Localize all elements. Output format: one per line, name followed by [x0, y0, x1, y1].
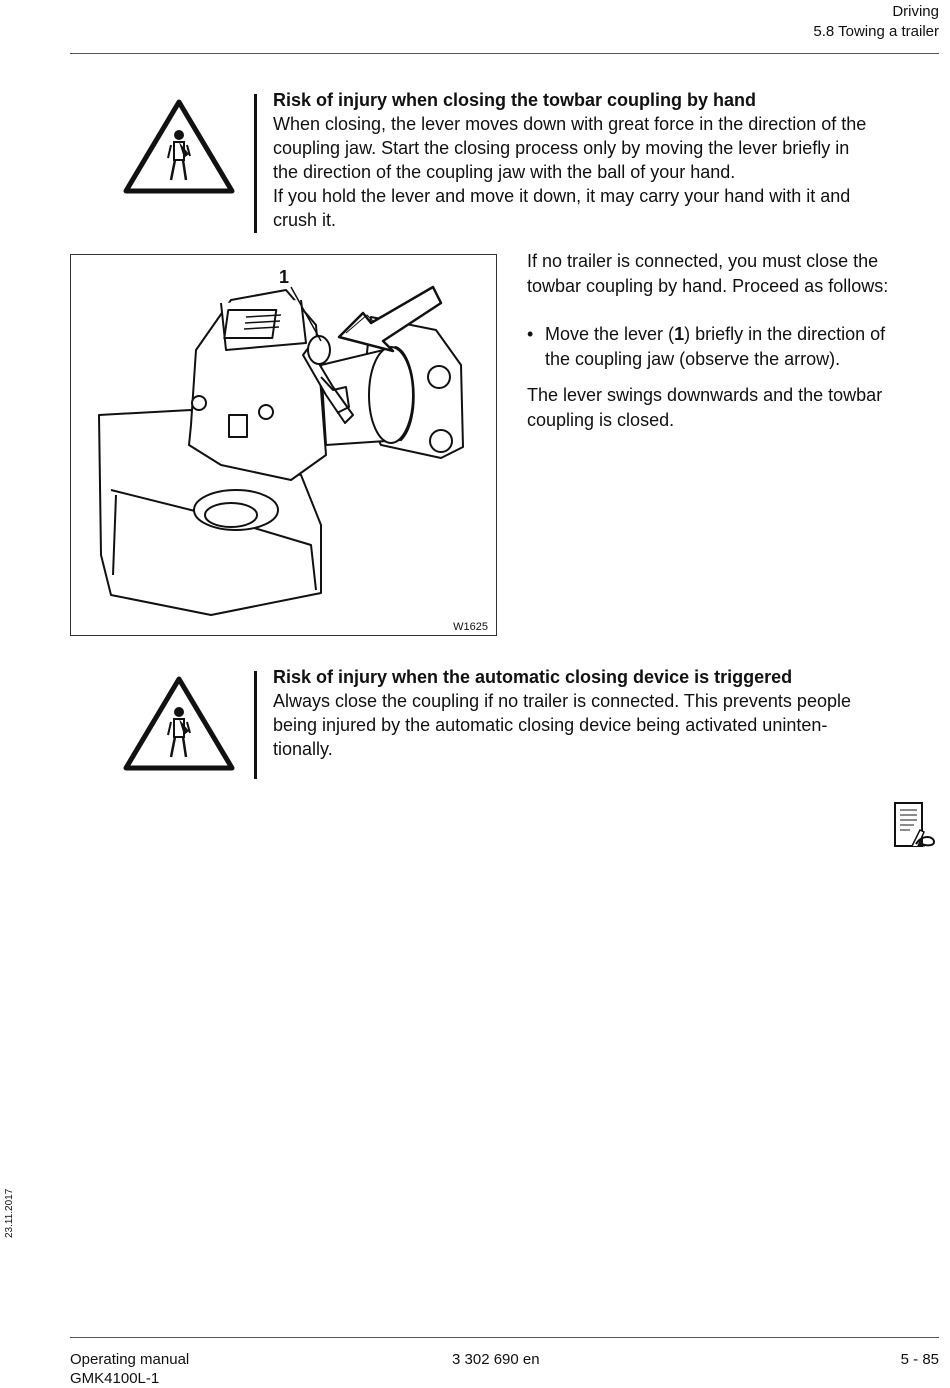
header-rule	[70, 53, 939, 54]
warning-line: Always close the coupling if no trailer is connected. This prevents people	[273, 691, 851, 711]
footer-doc-number: 3 302 690 en	[452, 1351, 540, 1368]
step-text: Move the lever (	[545, 324, 675, 344]
procedure-result	[527, 383, 947, 432]
header-section: 5.8 Towing a trailer	[813, 23, 939, 40]
footer-doc-type: Operating manual	[70, 1351, 190, 1368]
step-text: ) briefly in the direction of	[684, 324, 886, 344]
footer-page-number: 5 - 85	[900, 1351, 939, 1368]
towbar-coupling-drawing	[71, 255, 496, 635]
step-lever-ref: 1	[674, 324, 685, 344]
warning-line: If you hold the lever and move it down, it may carry your hand with it and	[273, 186, 851, 206]
warning-bar	[254, 94, 257, 233]
warning-line: coupling jaw. Start the closing process only by moving the lever briefly in	[273, 138, 850, 158]
procedure-step	[545, 322, 945, 371]
warning-title: Risk of injury when closing the towbar coupling by hand	[273, 90, 757, 110]
result-line: The lever swings downwards and the towbar	[527, 385, 883, 405]
step-line-1	[545, 322, 945, 347]
warning-line: crush it.	[273, 210, 337, 230]
footer-rule	[70, 1337, 939, 1338]
warning-line: When closing, the lever moves down with great force in the direction of the	[273, 114, 867, 134]
side-date: 23.11.2017	[4, 1188, 15, 1238]
procedure-intro-line: If no trailer is connected, you must close the	[527, 251, 879, 271]
figure-id: W1625	[453, 621, 488, 633]
header-chapter: Driving	[892, 3, 939, 20]
danger-person-icon	[122, 98, 236, 196]
figure-callout-1: 1	[279, 267, 290, 287]
warning-line: the direction of the coupling jaw with the ball of your hand.	[273, 162, 736, 182]
towbar-coupling-figure	[70, 254, 497, 636]
procedure-block	[527, 249, 947, 298]
warning-block-1	[273, 88, 943, 232]
footer-model: GMK4100L-1	[70, 1370, 160, 1387]
step-line-2: the coupling jaw (observe the arrow).	[545, 348, 841, 369]
warning-line: tionally.	[273, 739, 333, 759]
step-bullet: •	[527, 324, 534, 344]
warning-line: being injured by the automatic closing device being activated uninten-	[273, 715, 828, 735]
procedure-intro-line: towbar coupling by hand. Proceed as follows:	[527, 275, 889, 296]
danger-person-icon	[122, 675, 236, 773]
warning-title: Risk of injury when the automatic closing device is triggered	[273, 667, 793, 687]
page-continue-icon	[892, 800, 938, 850]
warning-block-2	[273, 665, 943, 761]
warning-bar	[254, 671, 257, 779]
result-line: coupling is closed.	[527, 409, 675, 430]
